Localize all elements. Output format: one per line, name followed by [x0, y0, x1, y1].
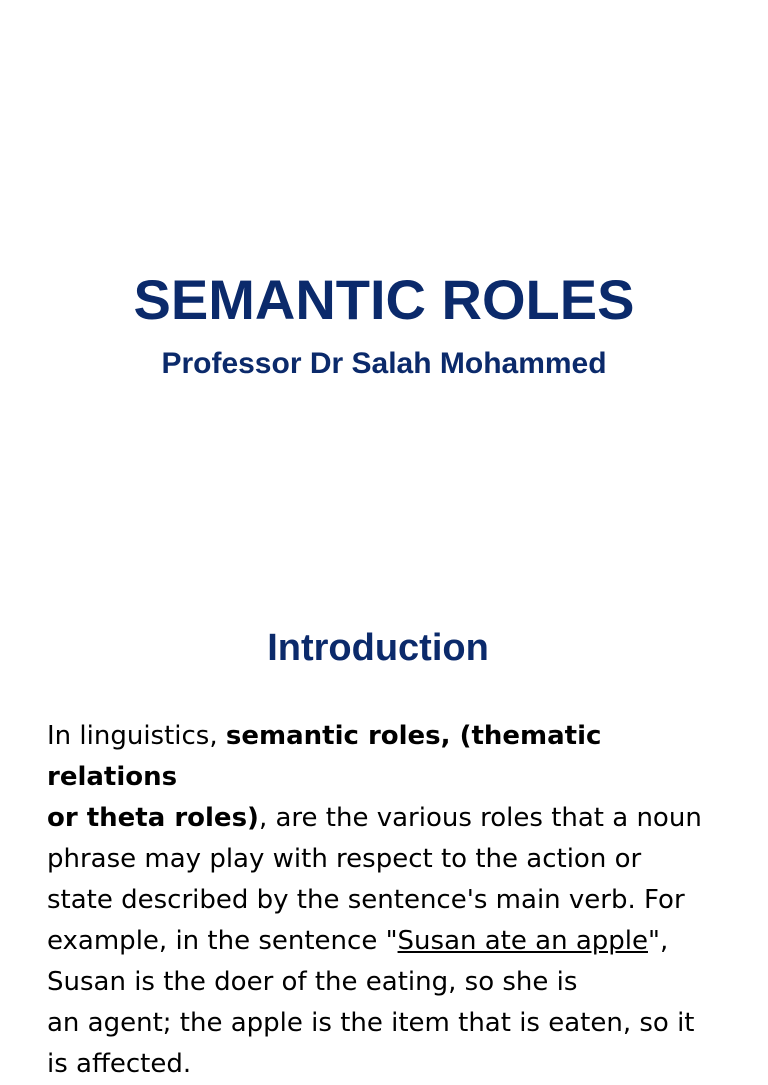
section-heading: Introduction: [267, 627, 489, 669]
text-run: example, in the sentence ": [47, 926, 398, 956]
text-run: , are the various roles that a noun: [258, 803, 702, 833]
example-sentence: Susan ate an apple: [397, 926, 648, 956]
text-run: phrase may play with respect to the action or: [47, 844, 642, 874]
bold-term: semantic roles, (thematic relations: [47, 721, 602, 792]
slide-subtitle: Professor Dr Salah Mohammed: [161, 347, 607, 380]
body-line: [47, 798, 737, 839]
body-line: [47, 839, 737, 880]
bold-term: or theta roles): [47, 803, 259, 833]
body-line: [47, 880, 737, 921]
text-run: In linguistics,: [47, 721, 226, 751]
text-run: Susan is the doer of the eating, so she is: [47, 967, 578, 997]
body-line: [47, 921, 737, 962]
text-run: state described by the sentence's main verb. For: [47, 885, 685, 915]
body-line: [47, 1044, 737, 1085]
introduction-slide: [0, 576, 768, 1079]
body-text: [47, 716, 737, 1085]
body-line: [47, 716, 737, 798]
text-run: is affected.: [47, 1049, 192, 1079]
text-run: ",: [647, 926, 669, 956]
body-line: [47, 1003, 737, 1044]
slide-title: SEMANTIC ROLES: [133, 268, 635, 331]
text-run: an agent; the apple is the item that is eaten, so it: [47, 1008, 695, 1038]
body-line: [47, 962, 737, 1003]
